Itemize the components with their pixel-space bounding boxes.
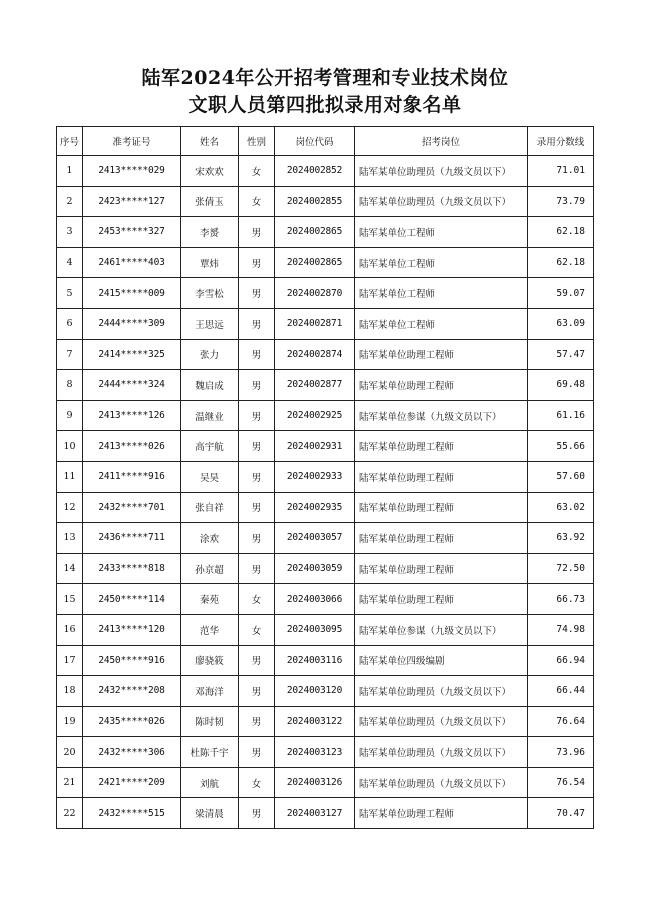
position-title: 陆军某单位助理工程师 bbox=[355, 553, 528, 584]
candidate-name: 吴昊 bbox=[181, 461, 239, 492]
score-line: 71.01 bbox=[528, 156, 594, 187]
position-code: 2024002852 bbox=[275, 156, 355, 187]
position-code: 2024002865 bbox=[275, 217, 355, 248]
exam-id: 2433*****818 bbox=[83, 553, 181, 584]
row-index: 17 bbox=[57, 645, 83, 676]
position-code: 2024003120 bbox=[275, 676, 355, 707]
candidate-name: 宋欢欢 bbox=[181, 156, 239, 187]
score-line: 63.09 bbox=[528, 308, 594, 339]
row-index: 11 bbox=[57, 461, 83, 492]
candidate-name: 邓海洋 bbox=[181, 676, 239, 707]
gender: 男 bbox=[239, 523, 275, 554]
row-index: 2 bbox=[57, 186, 83, 217]
position-title: 陆军某单位四级编剧 bbox=[355, 645, 528, 676]
score-line: 66.94 bbox=[528, 645, 594, 676]
gender: 男 bbox=[239, 645, 275, 676]
header-exam-id: 准考证号 bbox=[83, 127, 181, 156]
exam-id: 2444*****309 bbox=[83, 308, 181, 339]
score-line: 55.66 bbox=[528, 431, 594, 462]
row-index: 19 bbox=[57, 706, 83, 737]
table-row bbox=[57, 186, 594, 217]
position-code: 2024002855 bbox=[275, 186, 355, 217]
score-line: 66.44 bbox=[528, 676, 594, 707]
score-line: 57.60 bbox=[528, 461, 594, 492]
position-code: 2024002865 bbox=[275, 247, 355, 278]
exam-id: 2413*****120 bbox=[83, 614, 181, 645]
table-row bbox=[57, 645, 594, 676]
row-index: 5 bbox=[57, 278, 83, 309]
position-code: 2024003123 bbox=[275, 737, 355, 768]
document-title-line-1: 陆军2024年公开招考管理和专业技术岗位 bbox=[141, 67, 509, 89]
exam-id: 2415*****009 bbox=[83, 278, 181, 309]
candidate-name: 李雪松 bbox=[181, 278, 239, 309]
gender: 女 bbox=[239, 156, 275, 187]
position-title: 陆军某单位工程师 bbox=[355, 247, 528, 278]
gender: 男 bbox=[239, 706, 275, 737]
position-title: 陆军某单位工程师 bbox=[355, 217, 528, 248]
position-code: 2024002925 bbox=[275, 400, 355, 431]
table-row bbox=[57, 400, 594, 431]
gender: 男 bbox=[239, 492, 275, 523]
table-row bbox=[57, 737, 594, 768]
exam-id: 2444*****324 bbox=[83, 370, 181, 401]
table-row bbox=[57, 676, 594, 707]
table-row bbox=[57, 247, 594, 278]
position-title: 陆军某单位助理工程师 bbox=[355, 492, 528, 523]
row-index: 20 bbox=[57, 737, 83, 768]
score-line: 66.73 bbox=[528, 584, 594, 615]
position-title: 陆军某单位助理工程师 bbox=[355, 584, 528, 615]
score-line: 62.18 bbox=[528, 217, 594, 248]
row-index: 15 bbox=[57, 584, 83, 615]
score-line: 63.92 bbox=[528, 523, 594, 554]
candidate-table bbox=[56, 126, 594, 829]
gender: 男 bbox=[239, 308, 275, 339]
exam-id: 2411*****916 bbox=[83, 461, 181, 492]
table-row bbox=[57, 798, 594, 829]
table-row bbox=[57, 308, 594, 339]
document-title-line-2: 文职人员第四批拟录用对象名单 bbox=[188, 94, 462, 116]
exam-id: 2436*****711 bbox=[83, 523, 181, 554]
score-line: 63.02 bbox=[528, 492, 594, 523]
exam-id: 2453*****327 bbox=[83, 217, 181, 248]
position-title: 陆军某单位助理员（九级文员以下） bbox=[355, 737, 528, 768]
header-position: 招考岗位 bbox=[355, 127, 528, 156]
row-index: 13 bbox=[57, 523, 83, 554]
candidate-name: 魏启成 bbox=[181, 370, 239, 401]
exam-id: 2461*****403 bbox=[83, 247, 181, 278]
table-row bbox=[57, 584, 594, 615]
position-title: 陆军某单位助理工程师 bbox=[355, 431, 528, 462]
score-line: 73.79 bbox=[528, 186, 594, 217]
candidate-name: 张自祥 bbox=[181, 492, 239, 523]
candidate-name: 高宇航 bbox=[181, 431, 239, 462]
score-line: 76.64 bbox=[528, 706, 594, 737]
gender: 男 bbox=[239, 798, 275, 829]
position-title: 陆军某单位参谋（九级文员以下） bbox=[355, 400, 528, 431]
row-index: 16 bbox=[57, 614, 83, 645]
table-row bbox=[57, 553, 594, 584]
candidate-name: 温继业 bbox=[181, 400, 239, 431]
score-line: 61.16 bbox=[528, 400, 594, 431]
score-line: 72.50 bbox=[528, 553, 594, 584]
row-index: 4 bbox=[57, 247, 83, 278]
row-index: 10 bbox=[57, 431, 83, 462]
exam-id: 2413*****126 bbox=[83, 400, 181, 431]
score-line: 74.98 bbox=[528, 614, 594, 645]
gender: 男 bbox=[239, 278, 275, 309]
candidate-name: 陈时韧 bbox=[181, 706, 239, 737]
gender: 男 bbox=[239, 461, 275, 492]
position-code: 2024002871 bbox=[275, 308, 355, 339]
header-position-code: 岗位代码 bbox=[275, 127, 355, 156]
exam-id: 2432*****701 bbox=[83, 492, 181, 523]
position-title: 陆军某单位助理员（九级文员以下） bbox=[355, 676, 528, 707]
gender: 男 bbox=[239, 339, 275, 370]
score-line: 73.96 bbox=[528, 737, 594, 768]
exam-id: 2432*****208 bbox=[83, 676, 181, 707]
gender: 男 bbox=[239, 553, 275, 584]
candidate-name: 张倩玉 bbox=[181, 186, 239, 217]
position-code: 2024002870 bbox=[275, 278, 355, 309]
table-row bbox=[57, 431, 594, 462]
position-title: 陆军某单位助理工程师 bbox=[355, 339, 528, 370]
header-gender: 性别 bbox=[239, 127, 275, 156]
table-row bbox=[57, 523, 594, 554]
position-code: 2024003122 bbox=[275, 706, 355, 737]
candidate-name: 范华 bbox=[181, 614, 239, 645]
position-code: 2024002931 bbox=[275, 431, 355, 462]
row-index: 21 bbox=[57, 767, 83, 798]
table-row bbox=[57, 706, 594, 737]
exam-id: 2450*****114 bbox=[83, 584, 181, 615]
exam-id: 2423*****127 bbox=[83, 186, 181, 217]
score-line: 76.54 bbox=[528, 767, 594, 798]
exam-id: 2413*****026 bbox=[83, 431, 181, 462]
position-code: 2024002933 bbox=[275, 461, 355, 492]
candidate-name: 覃炜 bbox=[181, 247, 239, 278]
table-header-row bbox=[57, 127, 594, 156]
position-title: 陆军某单位助理员（九级文员以下） bbox=[355, 186, 528, 217]
position-title: 陆军某单位工程师 bbox=[355, 308, 528, 339]
exam-id: 2432*****515 bbox=[83, 798, 181, 829]
position-title: 陆军某单位助理员（九级文员以下） bbox=[355, 156, 528, 187]
candidate-name: 刘航 bbox=[181, 767, 239, 798]
position-title: 陆军某单位助理工程师 bbox=[355, 798, 528, 829]
header-score: 录用分数线 bbox=[528, 127, 594, 156]
row-index: 8 bbox=[57, 370, 83, 401]
position-title: 陆军某单位助理员（九级文员以下） bbox=[355, 767, 528, 798]
position-title: 陆军某单位工程师 bbox=[355, 278, 528, 309]
gender: 男 bbox=[239, 737, 275, 768]
table-row bbox=[57, 370, 594, 401]
candidate-name: 李赟 bbox=[181, 217, 239, 248]
table-row bbox=[57, 614, 594, 645]
row-index: 18 bbox=[57, 676, 83, 707]
position-title: 陆军某单位助理员（九级文员以下） bbox=[355, 706, 528, 737]
position-title: 陆军某单位参谋（九级文员以下） bbox=[355, 614, 528, 645]
gender: 男 bbox=[239, 247, 275, 278]
table-row bbox=[57, 492, 594, 523]
position-code: 2024003095 bbox=[275, 614, 355, 645]
position-title: 陆军某单位助理工程师 bbox=[355, 523, 528, 554]
position-code: 2024003127 bbox=[275, 798, 355, 829]
position-code: 2024002935 bbox=[275, 492, 355, 523]
table-row bbox=[57, 461, 594, 492]
table-row bbox=[57, 156, 594, 187]
header-name: 姓名 bbox=[181, 127, 239, 156]
row-index: 9 bbox=[57, 400, 83, 431]
score-line: 59.07 bbox=[528, 278, 594, 309]
exam-id: 2432*****306 bbox=[83, 737, 181, 768]
row-index: 14 bbox=[57, 553, 83, 584]
exam-id: 2435*****026 bbox=[83, 706, 181, 737]
gender: 女 bbox=[239, 186, 275, 217]
candidate-name: 廖骁筱 bbox=[181, 645, 239, 676]
table-row bbox=[57, 339, 594, 370]
row-index: 1 bbox=[57, 156, 83, 187]
row-index: 3 bbox=[57, 217, 83, 248]
position-code: 2024003116 bbox=[275, 645, 355, 676]
exam-id: 2450*****916 bbox=[83, 645, 181, 676]
position-code: 2024003066 bbox=[275, 584, 355, 615]
score-line: 70.47 bbox=[528, 798, 594, 829]
gender: 男 bbox=[239, 431, 275, 462]
position-title: 陆军某单位助理工程师 bbox=[355, 370, 528, 401]
table-row bbox=[57, 217, 594, 248]
table-row bbox=[57, 278, 594, 309]
exam-id: 2414*****325 bbox=[83, 339, 181, 370]
position-code: 2024003059 bbox=[275, 553, 355, 584]
gender: 男 bbox=[239, 217, 275, 248]
gender: 女 bbox=[239, 614, 275, 645]
table-row bbox=[57, 767, 594, 798]
gender: 男 bbox=[239, 676, 275, 707]
position-title: 陆军某单位助理工程师 bbox=[355, 461, 528, 492]
position-code: 2024002877 bbox=[275, 370, 355, 401]
candidate-name: 王思远 bbox=[181, 308, 239, 339]
gender: 男 bbox=[239, 370, 275, 401]
row-index: 12 bbox=[57, 492, 83, 523]
candidate-name: 张力 bbox=[181, 339, 239, 370]
position-code: 2024003126 bbox=[275, 767, 355, 798]
candidate-name: 梁清晨 bbox=[181, 798, 239, 829]
candidate-name: 孙京超 bbox=[181, 553, 239, 584]
candidate-name: 杜陈千宇 bbox=[181, 737, 239, 768]
candidate-name: 秦苑 bbox=[181, 584, 239, 615]
exam-id: 2421*****209 bbox=[83, 767, 181, 798]
score-line: 62.18 bbox=[528, 247, 594, 278]
candidate-name: 涂欢 bbox=[181, 523, 239, 554]
gender: 男 bbox=[239, 400, 275, 431]
row-index: 6 bbox=[57, 308, 83, 339]
row-index: 7 bbox=[57, 339, 83, 370]
gender: 女 bbox=[239, 767, 275, 798]
exam-id: 2413*****029 bbox=[83, 156, 181, 187]
header-index: 序号 bbox=[57, 127, 83, 156]
gender: 女 bbox=[239, 584, 275, 615]
score-line: 57.47 bbox=[528, 339, 594, 370]
position-code: 2024002874 bbox=[275, 339, 355, 370]
score-line: 69.48 bbox=[528, 370, 594, 401]
row-index: 22 bbox=[57, 798, 83, 829]
position-code: 2024003057 bbox=[275, 523, 355, 554]
